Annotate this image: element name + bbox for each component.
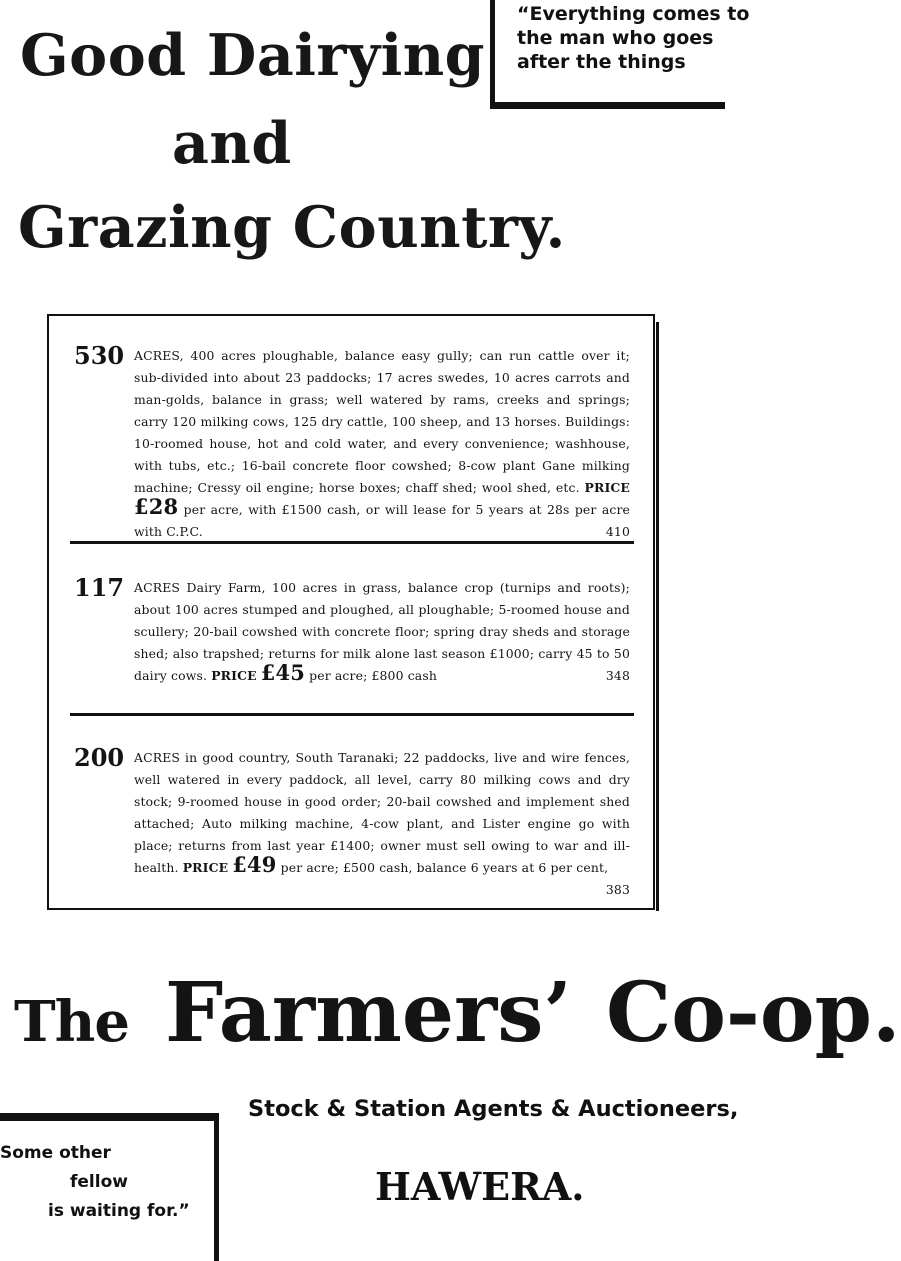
quote-top-line-3: after the things — [517, 51, 686, 73]
listing-530 — [74, 341, 631, 539]
listing-acreage: 117 — [74, 573, 125, 602]
listing-description — [134, 747, 630, 901]
price-terms: per acre; £500 cash, balance 6 years at 6 per cent, — [280, 860, 609, 875]
listing-ref: 410 — [605, 524, 630, 539]
listing-117 — [74, 573, 630, 697]
quote-top-line-1: “Everything comes to — [517, 3, 750, 25]
quote-bottom-line-1: Some other — [0, 1143, 111, 1163]
listing-description — [134, 577, 630, 687]
listing-ref: 348 — [605, 668, 630, 683]
headline-and: and — [172, 110, 292, 177]
company-tagline: Stock & Station Agents & Auctioneers, — [248, 1096, 739, 1122]
price-value: £28 — [134, 494, 179, 519]
quote-top-line-2: the man who goes — [517, 27, 714, 49]
listing-ref: 383 — [605, 882, 630, 897]
divider — [70, 713, 634, 716]
company-name-farmers: Farmers’ — [165, 965, 572, 1061]
listing-text: ACRES in good country, South Taranaki; 22 paddocks, live and wire fences, well watered in every paddock, all level, carry 80 milking cows and dry stock; 9-roomed house in good order; 20-bail cowshed and implement shed attached; Auto milking machine, 4-cow plant, and Lister engine go with place; returns from last year £1400; owner must sell owing to war and ill-health. — [134, 750, 630, 875]
price-terms: per acre; £800 cash — [309, 668, 437, 683]
listing-text: ACRES Dairy Farm, 100 acres in grass, balance crop (turnips and roots); about 100 acres stumped and ploughed, all ploughable; 5-roomed house and scullery; 20-bail cowshed with concrete floor; spring dray sheds and storage shed; also trapshed; returns for milk alone last season £1000; carry 45 to 50 dairy cows. — [134, 580, 630, 683]
price-value: £49 — [232, 852, 277, 877]
price-terms: per acre, with £1500 cash, or will lease for 5 years at 28s per acre with C.P.C. — [134, 502, 631, 539]
listing-description — [134, 345, 630, 543]
listing-acreage: 200 — [74, 743, 125, 772]
price-value: £45 — [260, 660, 306, 685]
company-name-the: The — [14, 989, 130, 1055]
divider — [70, 541, 634, 544]
headline-grazing-country: Grazing Country. — [18, 194, 566, 261]
price-label: PRICE — [584, 480, 631, 495]
company-town: HAWERA. — [375, 1164, 585, 1209]
quote-box-bottom — [0, 1113, 219, 1261]
listing-text: ACRES, 400 acres ploughable, balance easy gully; can run cattle over it; sub-divided into about 23 paddocks; 17 acres swedes, 10 acres carrots and man-golds, balance in grass; well watered by rams, creeks and springs; carry 120 milking cows, 125 dry cattle, 100 sheep, and 13 horses. Buildings: 10-roomed house, hot and cold water, and every convenience; washhouse, with tubs, etc.; 16-bail concrete floor cowshed; 8-cow plant Gane milking machine; Cressy oil engine; horse boxes; chaff shed; wool shed, etc. — [134, 348, 630, 495]
listing-200 — [74, 743, 630, 897]
price-label: PRICE — [211, 668, 257, 683]
company-name-coop: Co-op. — [605, 965, 901, 1061]
price-label: PRICE — [182, 860, 229, 875]
quote-top-text — [517, 2, 749, 74]
listing-acreage: 530 — [74, 341, 125, 370]
quote-box-top — [490, 0, 750, 109]
quote-bottom-line-2: fellow — [70, 1172, 128, 1192]
company-name — [14, 965, 901, 1065]
headline-good-dairying: Good Dairying — [20, 22, 486, 89]
quote-bottom-line-3: is waiting for.” — [48, 1201, 190, 1221]
